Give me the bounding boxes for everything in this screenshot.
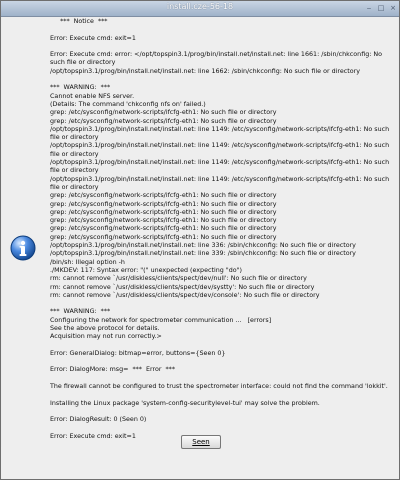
window-title: install.cze-56-18	[166, 2, 234, 11]
seen-button[interactable]	[181, 435, 221, 449]
minimize-icon[interactable]: ‒	[366, 4, 372, 12]
message-text: *** Notice *** Error: Execute cmd: exit=1 Error: Execute cmd: error: </opt/topspin3.1/prog/bin/install.net/install.net: line 1661: /sbin/chkconfig: No such file or directory /opt/topspin3.1/prog/bin/install.net/install.net: line 1662: /sbin/chkconfig: No such file or directory *** WARNING: *** Cannot enable NFS server. (Details: The command 'chkconfig nfs on' failed.) grep: /etc/sysconfig/network-scripts/ifcfg-eth1: No such file or directory grep: /etc/sysconfig/network-scripts/ifcfg-eth1: No such file or directory /opt/topspin3.1/prog/bin/install.net/install.net: line 1149: /etc/sysconfig/network-scripts/ifcfg-eth1: No such file or directory /opt/topspin3.1/prog/bin/install.net/install.net: line 1149: /etc/sysconfig/network-scripts/ifcfg-eth1: No such file or directory /opt/topspin3.1/prog/bin/install.net/install.net: line 1149: /etc/sysconfig/network-scripts/ifcfg-eth1: No such file or directory /opt/topspin3.1/prog/bin/install.net/install.net: line 1149: /etc/sysconfig/network-scripts/ifcfg-eth1: No such file or directory grep: /etc/sysconfig/network-scripts/ifcfg-eth1: No such file or directory grep: /etc/sysconfig/network-scripts/ifcfg-eth1: No such file or directory grep: /etc/sysconfig/network-scripts/ifcfg-eth1: No such file or directory grep: /etc/sysconfig/network-scripts/ifcfg-eth1: No such file or directory grep: /etc/sysconfig/network-scripts/ifcfg-eth1: No such file or directory grep: /etc/sysconfig/network-scripts/ifcfg-eth1: No such file or directory /opt/topspin3.1/prog/bin/install.net/install.net: line 336: /sbin/chkconfig: No such file or directory /opt/topspin3.1/prog/bin/install.net/install.net: line 339: /sbin/chkconfig: No such file or directory /bin/sh: Illegal option -h ./MKDEV: 117: Syntax error: "(" unexpected (expecting "do") rm: cannot remove `/usr/diskless/clients/spect/dev/null': No such file or directory rm: cannot remove `/usr/diskless/clients/spect/dev/systty': No such file or directory rm: cannot remove `/usr/diskless/clients/spect/dev/console': No such file or directory *** WARNING: *** Configuring the network for spectrometer communication ... [errors] See the above protocol for details. Acquisition may not run correctly.> Error: GeneralDialog: bitmap=error, buttons={Seen 0} Error: DialogMore: msg= *** Error *** The firewall cannot be configured to trust the spectrometer interface: could not find the command 'lokkit'. Installing the Linux package 'system-config-securitylevel-tui' may solve the problem. Error: DialogResult: 0 (Seen 0) Error: Execute cmd: exit=1	[50, 18, 390, 440]
message-panel	[2, 17, 398, 447]
title-bar[interactable]	[1, 1, 399, 17]
info-icon	[10, 235, 36, 261]
close-icon[interactable]: ×	[390, 4, 396, 12]
seen-button-label: Seen	[192, 438, 210, 446]
maximize-icon[interactable]: □	[377, 4, 385, 12]
dialog-footer	[1, 447, 399, 480]
